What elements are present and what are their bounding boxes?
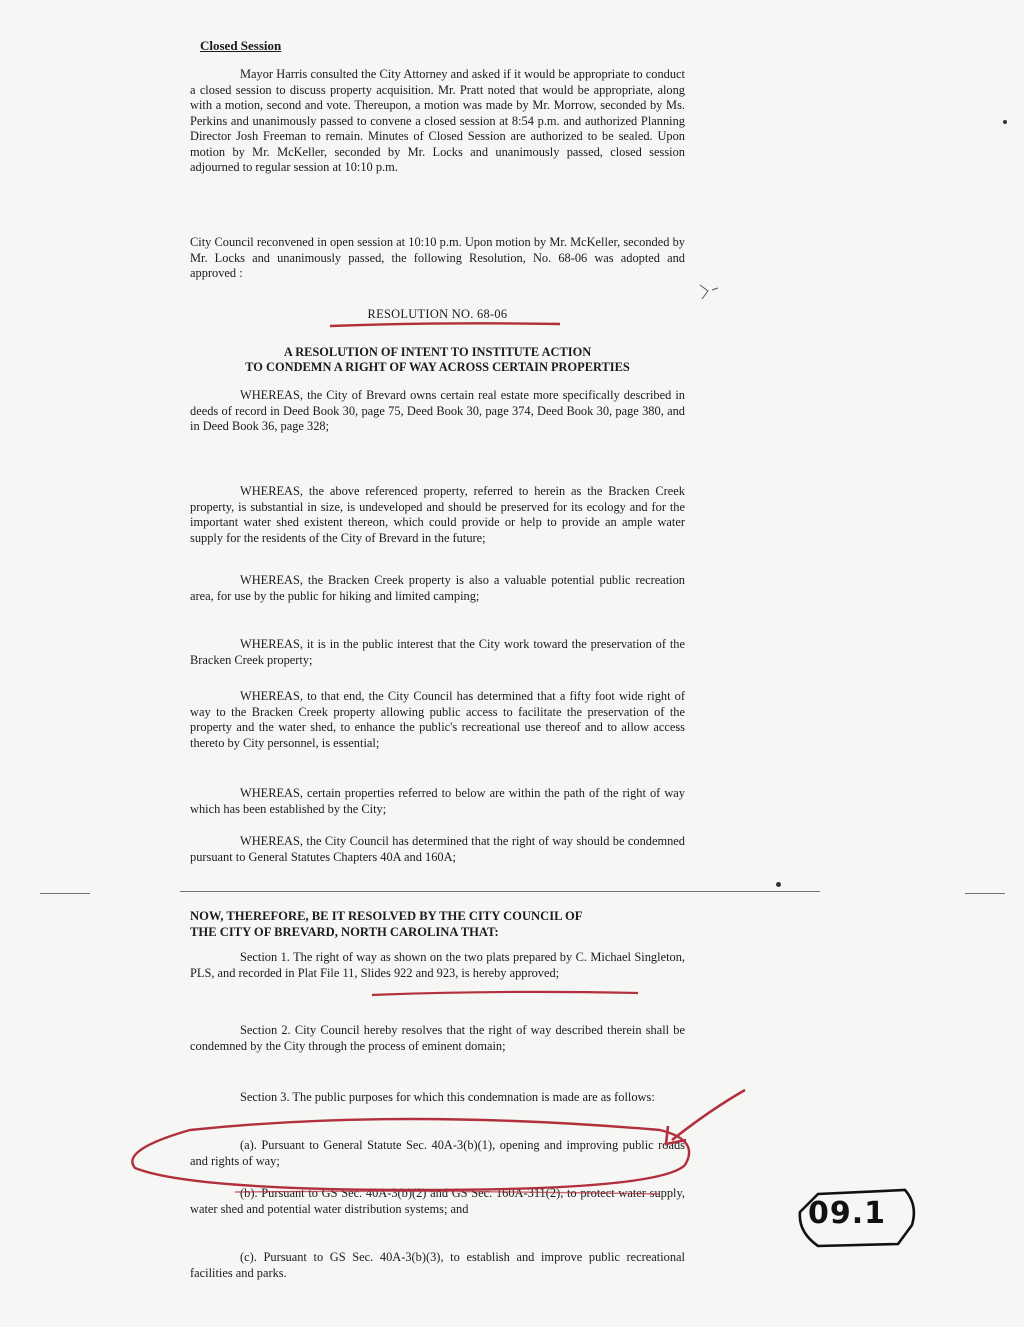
whereas-3 bbox=[190, 573, 685, 604]
whereas-text: WHEREAS, it is in the public interest that the City work toward the preservation of the Bracken Creek property; bbox=[190, 637, 685, 667]
resolution-title-line1: A RESOLUTION OF INTENT TO INSTITUTE ACTION bbox=[283, 345, 592, 359]
resolution-title-line2: TO CONDEMN A RIGHT OF WAY ACROSS CERTAIN PROPERTIES bbox=[245, 360, 630, 374]
section-3 bbox=[190, 1090, 685, 1106]
scan-speck bbox=[1003, 120, 1007, 124]
resolved-clause bbox=[190, 908, 685, 940]
section-1 bbox=[190, 950, 685, 981]
whereas-text: WHEREAS, the City Council has determined that the right of way should be condemned pursuant to General Statutes Chapters 40A and 160A; bbox=[190, 834, 685, 864]
resolved-line2: THE CITY OF BREVARD, NORTH CAROLINA THAT: bbox=[190, 925, 499, 939]
ink-underline-resolution bbox=[330, 323, 560, 326]
resolution-number: RESOLUTION NO. 68-06 bbox=[367, 307, 508, 321]
ink-underline-plat bbox=[372, 992, 638, 995]
section-heading: Closed Session bbox=[200, 38, 282, 53]
section-text: Section 3. The public purposes for which this condemnation is made are as follows: bbox=[240, 1090, 655, 1104]
scan-line-left bbox=[40, 893, 90, 894]
resolved-line1: NOW, THEREFORE, BE IT RESOLVED BY THE CITY COUNCIL OF bbox=[190, 909, 583, 923]
whereas-1 bbox=[190, 388, 685, 435]
whereas-text: WHEREAS, to that end, the City Council has determined that a fifty foot wide right of way to the Bracken Creek property allowing public access to facilitate the preservation of the property and the water shed, to enhance the public's recreational use thereof and to allow access thereto by City personnel, is essential; bbox=[190, 689, 685, 750]
handwritten-tag: 09.1 bbox=[808, 1196, 887, 1231]
purpose-c bbox=[190, 1250, 685, 1281]
whereas-6 bbox=[190, 786, 685, 817]
whereas-7 bbox=[190, 834, 685, 865]
scan-line-center bbox=[180, 891, 820, 892]
whereas-text: WHEREAS, the Bracken Creek property is also a valuable potential public recreation area, for use by the public for hiking and limited camping; bbox=[190, 573, 685, 603]
whereas-2 bbox=[190, 484, 685, 546]
section-2 bbox=[190, 1023, 685, 1054]
paragraph-text: City Council reconvened in open session at 10:10 p.m. Upon motion by Mr. McKeller, seconded by Mr. Locks and unanimously passed, the following Resolution, No. 68-06 was adopted and approved : bbox=[190, 235, 685, 280]
whereas-5 bbox=[190, 689, 685, 751]
whereas-4 bbox=[190, 637, 685, 668]
whereas-text: WHEREAS, the City of Brevard owns certain real estate more specifically described in deeds of record in Deed Book 30, page 75, Deed Book 30, page 374, Deed Book 30, page 380, and in Deed Book 36, page 328; bbox=[190, 388, 685, 433]
section-text: Section 1. The right of way as shown on the two plats prepared by C. Michael Singleton, PLS, and recorded in Plat File 11, Slides 922 and 923, is hereby approved; bbox=[190, 950, 685, 980]
purpose-text: (b). Pursuant to GS Sec. 40A-3(b)(2) and GS Sec. 160A-311(2), to protect water supply, water shed and potential water distribution systems; and bbox=[190, 1186, 685, 1216]
scan-line-right bbox=[965, 893, 1005, 894]
purpose-text: (a). Pursuant to General Statute Sec. 40A-3(b)(1), opening and improving public roads and rights of way; bbox=[190, 1138, 685, 1168]
purpose-a bbox=[190, 1138, 685, 1169]
paragraph-reconvene bbox=[190, 235, 685, 282]
section-text: Section 2. City Council hereby resolves that the right of way described therein shall be condemned by the City through the process of eminent domain; bbox=[190, 1023, 685, 1053]
scan-speck bbox=[776, 882, 781, 887]
purpose-b bbox=[190, 1186, 685, 1217]
paragraph-text: Mayor Harris consulted the City Attorney and asked if it would be appropriate to conduct a closed session to discuss property acquisition. Mr. Pratt noted that would be appropriate, along with a motion, second and vote. Thereupon, a motion was made by Mr. Morrow, seconded by Ms. Perkins and unanimously passed to convene a closed session at 8:54 p.m. and authorized Planning Director Josh Freeman to remain. Minutes of Closed Session are authorized to be sealed. Upon motion by Mr. McKeller, seconded by Mr. Locks and unanimously passed, closed session adjourned to regular session at 10:10 p.m. bbox=[190, 67, 685, 174]
purpose-text: (c). Pursuant to GS Sec. 40A-3(b)(3), to establish and improve public recreational facilities and parks. bbox=[190, 1250, 685, 1280]
whereas-text: WHEREAS, the above referenced property, referred to herein as the Bracken Creek property, is substantial in size, is undeveloped and should be preserved for its ecology and for the important water shed existent thereon, which could provide or help to provide an ample water supply for the residents of the City of Brevard in the future; bbox=[190, 484, 685, 545]
ink-doodle bbox=[700, 285, 718, 299]
resolution-title bbox=[190, 345, 685, 375]
paragraph-closed-session bbox=[190, 67, 685, 176]
whereas-text: WHEREAS, certain properties referred to below are within the path of the right of way which has been established by the City; bbox=[190, 786, 685, 816]
